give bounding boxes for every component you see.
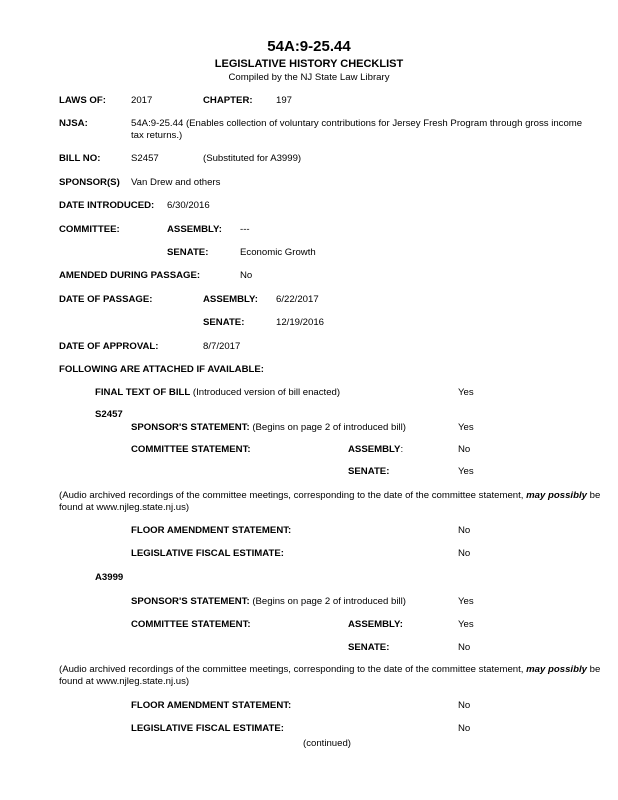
laws-of-label: LAWS OF: — [59, 95, 106, 106]
committee-senate-value: Economic Growth — [240, 247, 316, 258]
amended-value: No — [240, 270, 253, 281]
a3999-audio-note — [59, 664, 604, 687]
sponsors-label: SPONSOR(S) — [59, 177, 120, 188]
a3999-sponsor-statement-value: Yes — [458, 596, 474, 607]
bill-no-label: BILL NO: — [59, 153, 101, 164]
final-text-value: Yes — [458, 387, 474, 398]
attached-heading: FOLLOWING ARE ATTACHED IF AVAILABLE: — [59, 364, 264, 375]
chapter-value: 197 — [276, 95, 293, 106]
laws-of-value: 2017 — [131, 95, 153, 106]
a3999-sponsor-statement-row — [131, 596, 406, 608]
a3999-assembly-label: ASSEMBLY: — [348, 619, 403, 630]
committee-label: COMMITTEE: — [59, 224, 120, 235]
checklist-title: LEGISLATIVE HISTORY CHECKLIST — [214, 58, 404, 70]
a3999-sponsor-statement-note: (Begins on page 2 of introduced bill) — [252, 596, 406, 607]
s2457-heading: S2457 — [95, 409, 123, 420]
s2457-assembly-label: ASSEMBLY — [348, 444, 401, 455]
audio-note-text-end: be found at www.njleg.state.nj.us) — [59, 664, 601, 687]
committee-assembly-value: --- — [240, 224, 250, 235]
date-introduced-label: DATE INTRODUCED: — [59, 200, 155, 211]
final-text-label: FINAL TEXT OF BILL — [95, 387, 191, 398]
s2457-sponsor-statement-label: SPONSOR'S STATEMENT: — [131, 422, 250, 433]
s2457-assembly-value: No — [458, 444, 471, 455]
audio-note-text: (Audio archived recordings of the committee meetings, corresponding to the date of the committee statement, — [59, 664, 524, 675]
s2457-sponsor-statement-value: Yes — [458, 422, 474, 433]
s2457-fiscal-estimate-value: No — [458, 548, 471, 559]
njsa-value: 54A:9-25.44 (Enables collection of voluntary contributions for Jersey Fresh Program through gross income tax returns.) — [131, 118, 583, 141]
a3999-assembly-value: Yes — [458, 619, 474, 630]
s2457-committee-statement-label: COMMITTEE STATEMENT: — [131, 444, 251, 455]
date-introduced-value: 6/30/2016 — [167, 200, 210, 211]
s2457-floor-amendment-value: No — [458, 525, 471, 536]
s2457-senate-value: Yes — [458, 466, 474, 477]
committee-assembly-label: ASSEMBLY: — [167, 224, 222, 235]
date-of-passage-label: DATE OF PASSAGE: — [59, 294, 153, 305]
passage-assembly-label: ASSEMBLY: — [203, 294, 258, 305]
a3999-senate-label: SENATE: — [348, 642, 390, 653]
chapter-label: CHAPTER: — [203, 95, 253, 106]
audio-note-emphasis: may possibly — [526, 490, 587, 501]
s2457-sponsor-statement-row — [131, 422, 406, 434]
final-text-row — [95, 387, 340, 399]
bill-no-value: S2457 — [131, 153, 159, 164]
a3999-floor-amendment-value: No — [458, 700, 471, 711]
date-of-approval-value: 8/7/2017 — [203, 341, 241, 352]
s2457-sponsor-statement-note: (Begins on page 2 of introduced bill) — [252, 422, 406, 433]
passage-senate-value: 12/19/2016 — [276, 317, 325, 328]
amended-label: AMENDED DURING PASSAGE: — [59, 270, 201, 281]
s2457-assembly-row: ASSEMBLY: — [348, 444, 404, 455]
sponsors-value: Van Drew and others — [131, 177, 221, 188]
a3999-heading: A3999 — [95, 572, 124, 583]
a3999-fiscal-estimate-label: LEGISLATIVE FISCAL ESTIMATE: — [131, 723, 284, 734]
a3999-sponsor-statement-label: SPONSOR'S STATEMENT: — [131, 596, 250, 607]
a3999-floor-amendment-label: FLOOR AMENDMENT STATEMENT: — [131, 700, 292, 711]
s2457-fiscal-estimate-label: LEGISLATIVE FISCAL ESTIMATE: — [131, 548, 284, 559]
passage-senate-label: SENATE: — [203, 317, 245, 328]
a3999-senate-value: No — [458, 642, 471, 653]
continued-note: (continued) — [303, 738, 351, 749]
s2457-senate-label: SENATE: — [348, 466, 390, 477]
bill-no-note: (Substituted for A3999) — [203, 153, 302, 164]
a3999-committee-statement-label: COMMITTEE STATEMENT: — [131, 619, 251, 630]
statute-title: 54A:9-25.44 — [267, 38, 351, 55]
s2457-audio-note — [59, 490, 604, 513]
passage-assembly-value: 6/22/2017 — [276, 294, 319, 305]
a3999-fiscal-estimate-value: No — [458, 723, 471, 734]
date-of-approval-label: DATE OF APPROVAL: — [59, 341, 159, 352]
compiled-by: Compiled by the NJ State Law Library — [228, 72, 390, 83]
final-text-note: (Introduced version of bill enacted) — [192, 387, 341, 398]
s2457-floor-amendment-label: FLOOR AMENDMENT STATEMENT: — [131, 525, 292, 536]
audio-note-text: (Audio archived recordings of the committee meetings, corresponding to the date of the committee statement, — [59, 490, 524, 501]
njsa-label: NJSA: — [59, 118, 88, 129]
audio-note-emphasis: may possibly — [526, 664, 587, 675]
committee-senate-label: SENATE: — [167, 247, 209, 258]
audio-note-text-end: be found at www.njleg.state.nj.us) — [59, 490, 601, 513]
